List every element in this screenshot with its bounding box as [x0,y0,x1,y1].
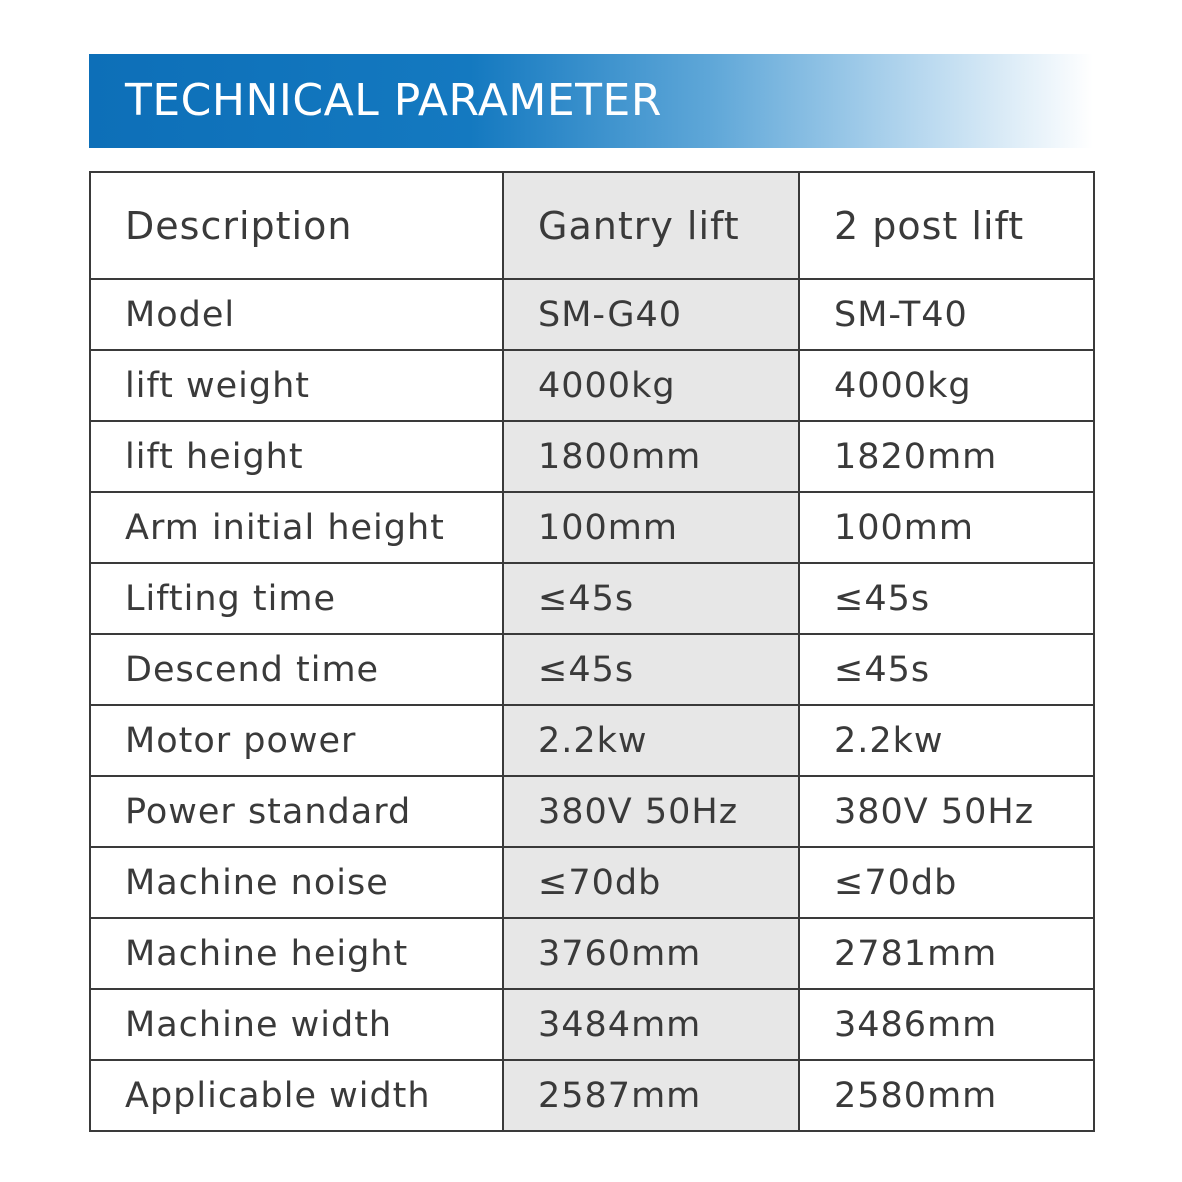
post-lift-value: 380V 50Hz [799,776,1094,847]
row-label: Machine width [90,989,503,1060]
table-header-row [90,172,1094,279]
table-row [90,634,1094,705]
post-lift-value: 3486mm [799,989,1094,1060]
row-label: Applicable width [90,1060,503,1131]
row-label: lift weight [90,350,503,421]
table-row [90,989,1094,1060]
table-row [90,421,1094,492]
table-row [90,563,1094,634]
post-lift-value: 4000kg [799,350,1094,421]
row-label: Machine height [90,918,503,989]
row-label: Power standard [90,776,503,847]
table-row [90,705,1094,776]
post-lift-value: 2.2kw [799,705,1094,776]
table-row [90,279,1094,350]
gantry-value: 100mm [503,492,799,563]
post-lift-value: SM-T40 [799,279,1094,350]
gantry-value: SM-G40 [503,279,799,350]
table-row [90,776,1094,847]
post-lift-value: ≤45s [799,563,1094,634]
header-description: Description [90,172,503,279]
gantry-value: ≤45s [503,634,799,705]
page-title: TECHNICAL PARAMETER [125,75,662,126]
post-lift-value: 100mm [799,492,1094,563]
table-row [90,492,1094,563]
row-label: Model [90,279,503,350]
row-label: Machine noise [90,847,503,918]
header-gantry-lift: Gantry lift [503,172,799,279]
gantry-value: ≤45s [503,563,799,634]
gantry-value: 3484mm [503,989,799,1060]
gantry-value: ≤70db [503,847,799,918]
post-lift-value: 1820mm [799,421,1094,492]
table-row [90,847,1094,918]
post-lift-value: ≤45s [799,634,1094,705]
table-row [90,918,1094,989]
gantry-value: 4000kg [503,350,799,421]
post-lift-value: 2580mm [799,1060,1094,1131]
gantry-value: 1800mm [503,421,799,492]
gantry-value: 2.2kw [503,705,799,776]
title-banner [89,54,1093,148]
row-label: Arm initial height [90,492,503,563]
post-lift-value: ≤70db [799,847,1094,918]
gantry-value: 380V 50Hz [503,776,799,847]
post-lift-value: 2781mm [799,918,1094,989]
row-label: Descend time [90,634,503,705]
row-label: Lifting time [90,563,503,634]
gantry-value: 2587mm [503,1060,799,1131]
table-row [90,350,1094,421]
header-2-post-lift: 2 post lift [799,172,1094,279]
row-label: lift height [90,421,503,492]
gantry-value: 3760mm [503,918,799,989]
table-row [90,1060,1094,1131]
spec-table [89,171,1095,1132]
row-label: Motor power [90,705,503,776]
